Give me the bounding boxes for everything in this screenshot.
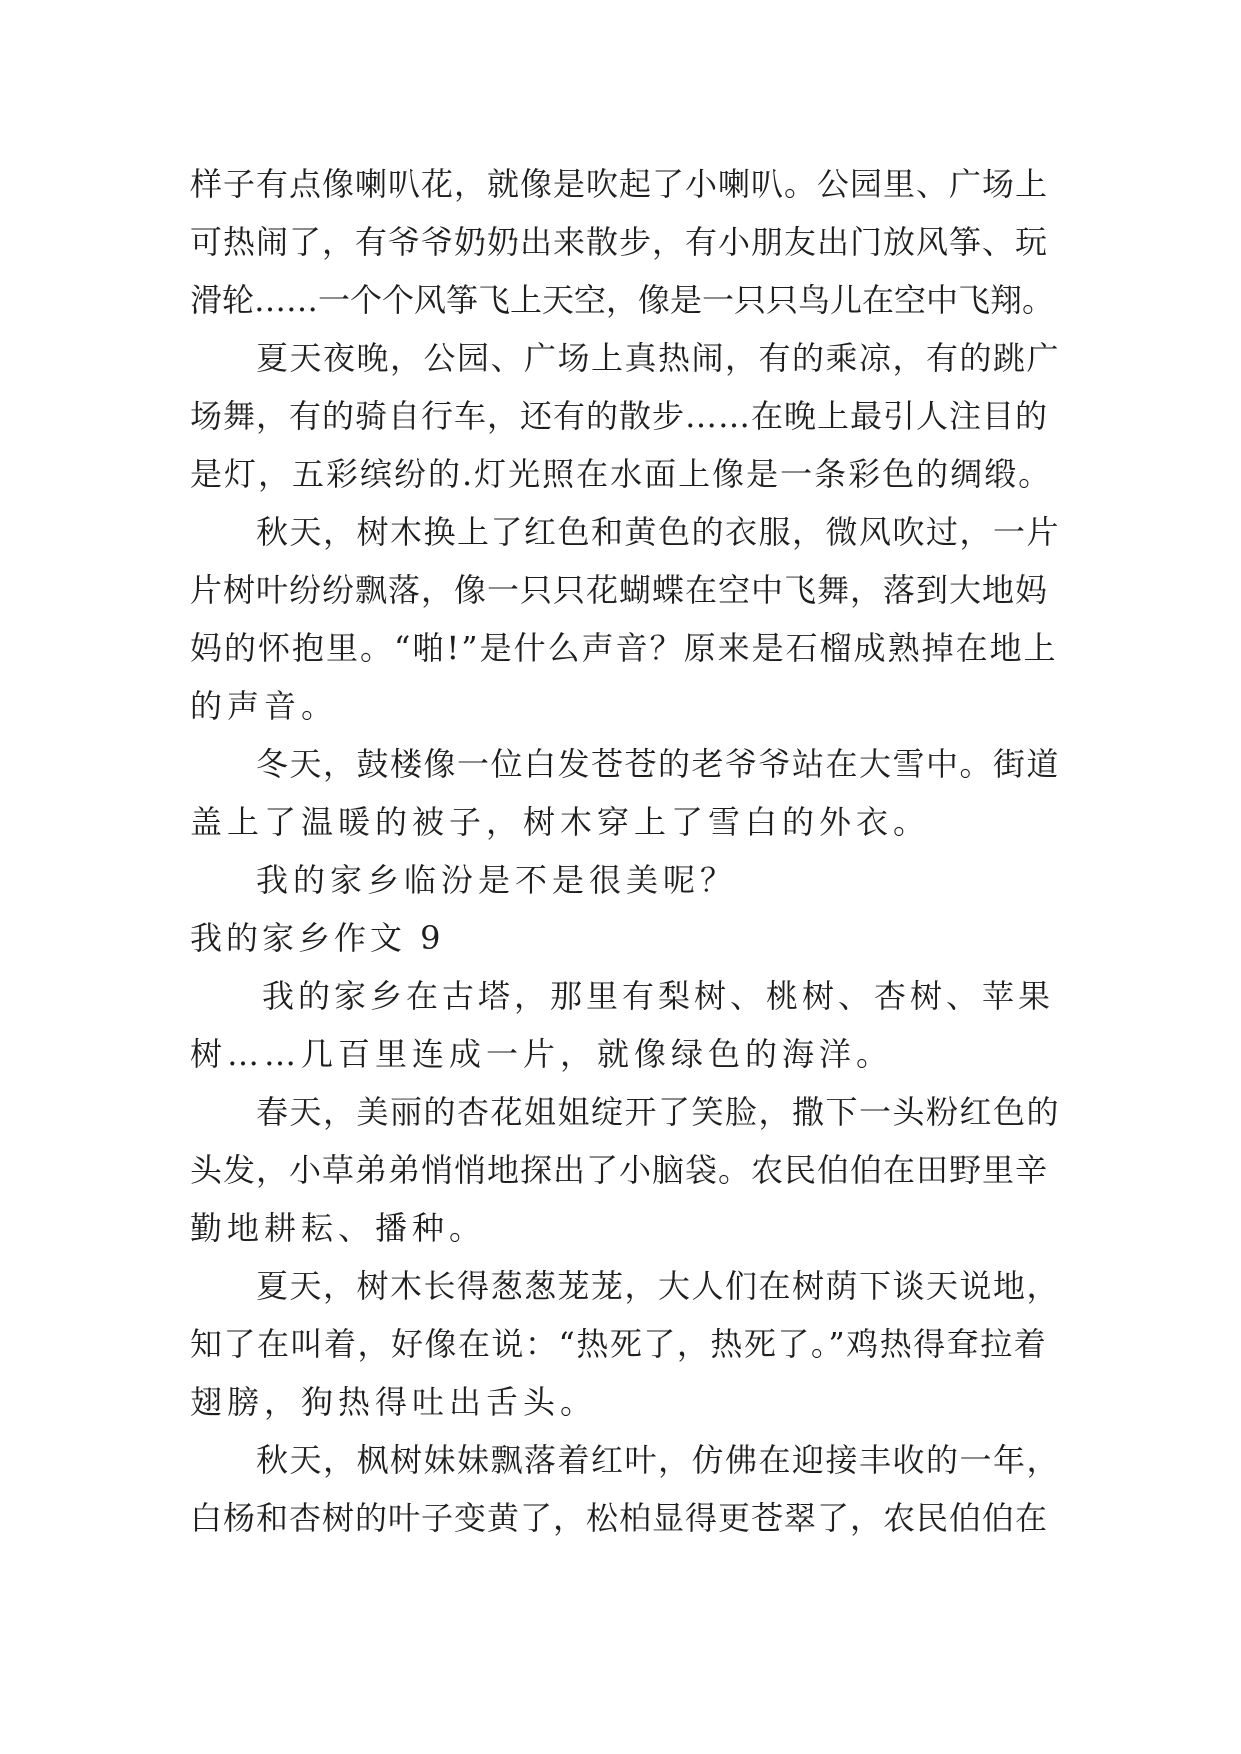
text-line: 场舞，有的骑自行车，还有的散步……在晚上最引人注目的 xyxy=(190,397,1049,435)
text-line: 片树叶纷纷飘落，像一只只花蝴蝶在空中飞舞，落到大地妈 xyxy=(190,571,1049,609)
text-line: 秋天，树木换上了红色和黄色的衣服，微风吹过，一片 xyxy=(256,513,1061,551)
text-line: 头发，小草弟弟悄悄地探出了小脑袋。农民伯伯在田野里辛 xyxy=(190,1151,1049,1189)
text-line: 可热闹了，有爷爷奶奶出来散步，有小朋友出门放风筝、玩 xyxy=(190,223,1049,261)
text-line: 秋天，枫树妹妹飘落着红叶，仿佛在迎接丰收的一年， xyxy=(256,1441,1061,1479)
text-line: 是灯，五彩缤纷的.灯光照在水面上像是一条彩色的绸缎。 xyxy=(190,455,1053,493)
text-line: 的声音。 xyxy=(190,687,339,725)
text-line: 滑轮……一个个风筝飞上天空，像是一只只鸟儿在空中飞翔。 xyxy=(190,281,1055,319)
text-line: 我的家乡临汾是不是很美呢？ xyxy=(256,861,738,899)
text-line: 树……几百里连成一片，就像绿色的海洋。 xyxy=(190,1035,894,1073)
text-line: 知了在叫着，好像在说：“热死了，热死了。”鸡热得耷拉着 xyxy=(190,1325,1048,1363)
text-line: 冬天，鼓楼像一位白发苍苍的老爷爷站在大雪中。街道 xyxy=(256,745,1061,783)
text-line: 夏天夜晚，公园、广场上真热闹，有的乘凉，有的跳广 xyxy=(256,339,1061,377)
text-line: 翅膀，狗热得吐出舌头。 xyxy=(190,1383,598,1421)
text-line: 夏天，树木长得葱葱茏茏，大人们在树荫下谈天说地， xyxy=(256,1267,1061,1305)
text-line: 我的家乡在古塔，那里有梨树、桃树、杏树、苹果 xyxy=(262,977,1055,1015)
text-line: 样子有点像喇叭花，就像是吹起了小喇叭。公园里、广场上 xyxy=(190,165,1049,203)
section-heading: 我的家乡作文 9 xyxy=(190,919,445,957)
text-line: 白杨和杏树的叶子变黄了，松柏显得更苍翠了，农民伯伯在 xyxy=(190,1499,1049,1537)
text-line: 妈的怀抱里。“啪!”是什么声音？原来是石榴成熟掉在地上 xyxy=(190,629,1058,667)
text-line: 盖上了温暖的被子，树木穿上了雪白的外衣。 xyxy=(190,803,931,841)
text-line: 春天，美丽的杏花姐姐绽开了笑脸，撒下一头粉红色的 xyxy=(256,1093,1061,1131)
text-line: 勤地耕耘、播种。 xyxy=(190,1209,487,1247)
